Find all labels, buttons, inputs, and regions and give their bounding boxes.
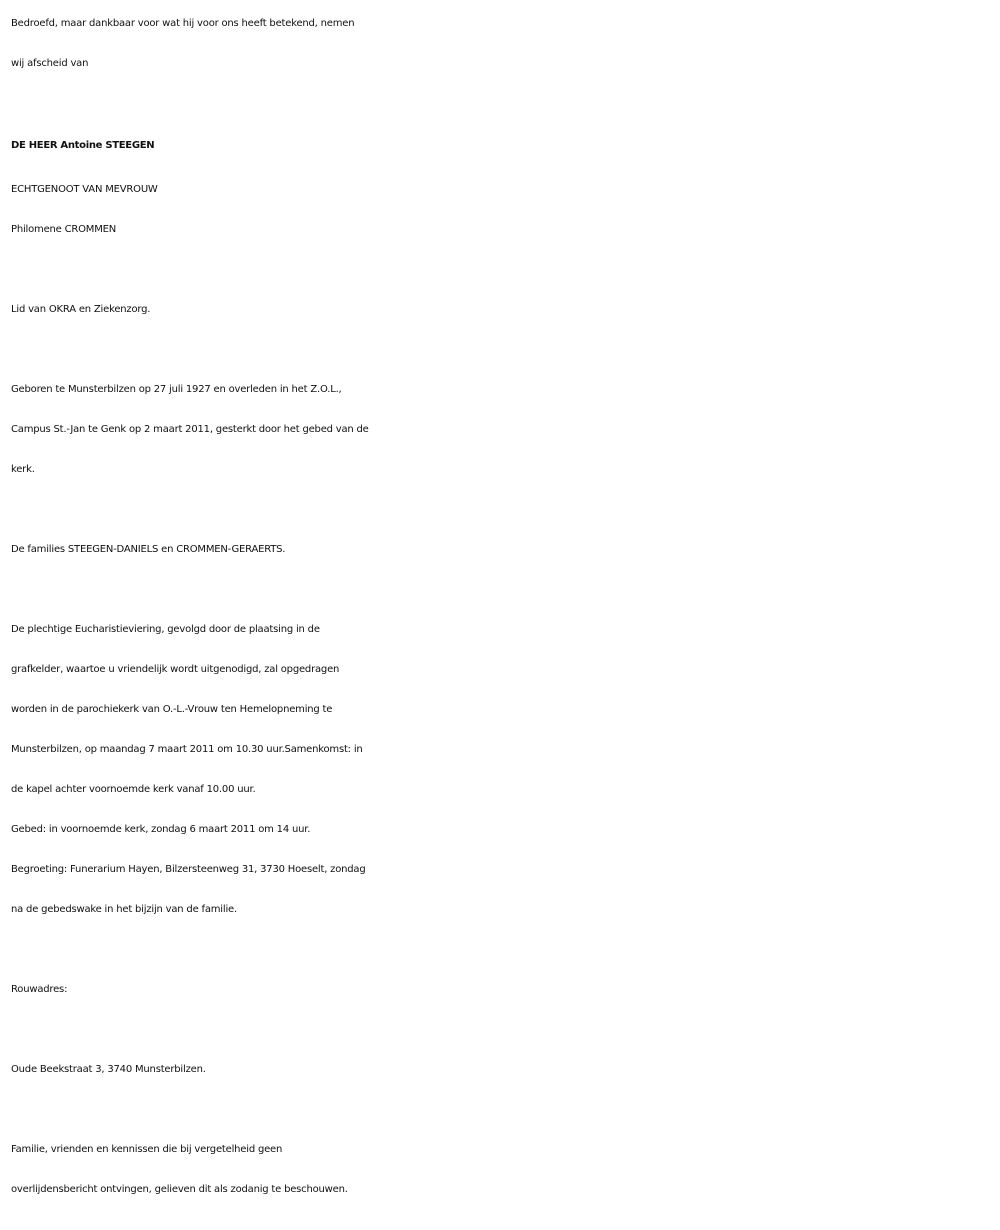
spacer [11,1090,991,1130]
ceremony-line-5: de kapel achter voornoemde kerk vanaf 10.00 uur. [11,784,256,795]
closing-line-1: Familie, vrienden en kennissen die bij vergetelheid geen [11,1144,283,1155]
membership-line: Lid van OKRA en Ziekenzorg. [11,304,151,315]
spacer [11,930,991,970]
ceremony-line-6: Gebed: in voornoemde kerk, zondag 6 maart 2011 om 14 uur. [11,824,311,835]
birth-death-line-1: Geboren te Munsterbilzen op 27 juli 1927 en overleden in het Z.O.L., [11,384,342,395]
ceremony-line-7: Begroeting: Funerarium Hayen, Bilzersteenweg 31, 3730 Hoeselt, zondag [11,864,366,875]
spacer [11,84,991,116]
birth-death-line-3: kerk. [11,464,35,475]
intro-line-2: wij afscheid van [11,58,89,69]
spouse-line-1: ECHTGENOOT VAN MEVROUW [11,184,158,195]
obituary-notice [11,4,991,1210]
ceremony-line-4: Munsterbilzen, op maandag 7 maart 2011 om 10.30 uur.Samenkomst: in [11,744,363,755]
spacer [11,490,991,530]
spouse-line-2: Philomene CROMMEN [11,224,117,235]
families-line: De families STEEGEN-DANIELS en CROMMEN-GERAERTS. [11,544,286,555]
ceremony-line-1: De plechtige Eucharistieviering, gevolgd door de plaatsing in de [11,624,320,635]
closing-line-2: overlijdensbericht ontvingen, gelieven dit als zodanig te beschouwen. [11,1184,348,1195]
intro-line-1: Bedroefd, maar dankbaar voor wat hij voor ons heeft betekend, nemen [11,18,355,29]
spacer [11,570,991,610]
ceremony-line-2: grafkelder, waartoe u vriendelijk wordt uitgenodigd, zal opgedragen [11,664,340,675]
address-line: Oude Beekstraat 3, 3740 Munsterbilzen. [11,1064,206,1075]
ceremony-line-3: worden in de parochiekerk van O.-L.-Vrouw ten Hemelopneming te [11,704,333,715]
deceased-name: DE HEER Antoine STEEGEN [11,140,155,151]
spacer [11,330,991,370]
address-label: Rouwadres: [11,984,68,995]
ceremony-line-8: na de gebedswake in het bijzijn van de familie. [11,904,237,915]
birth-death-line-2: Campus St.-Jan te Genk op 2 maart 2011, gesterkt door het gebed van de [11,424,369,435]
spacer [11,250,991,290]
spacer [11,1010,991,1050]
